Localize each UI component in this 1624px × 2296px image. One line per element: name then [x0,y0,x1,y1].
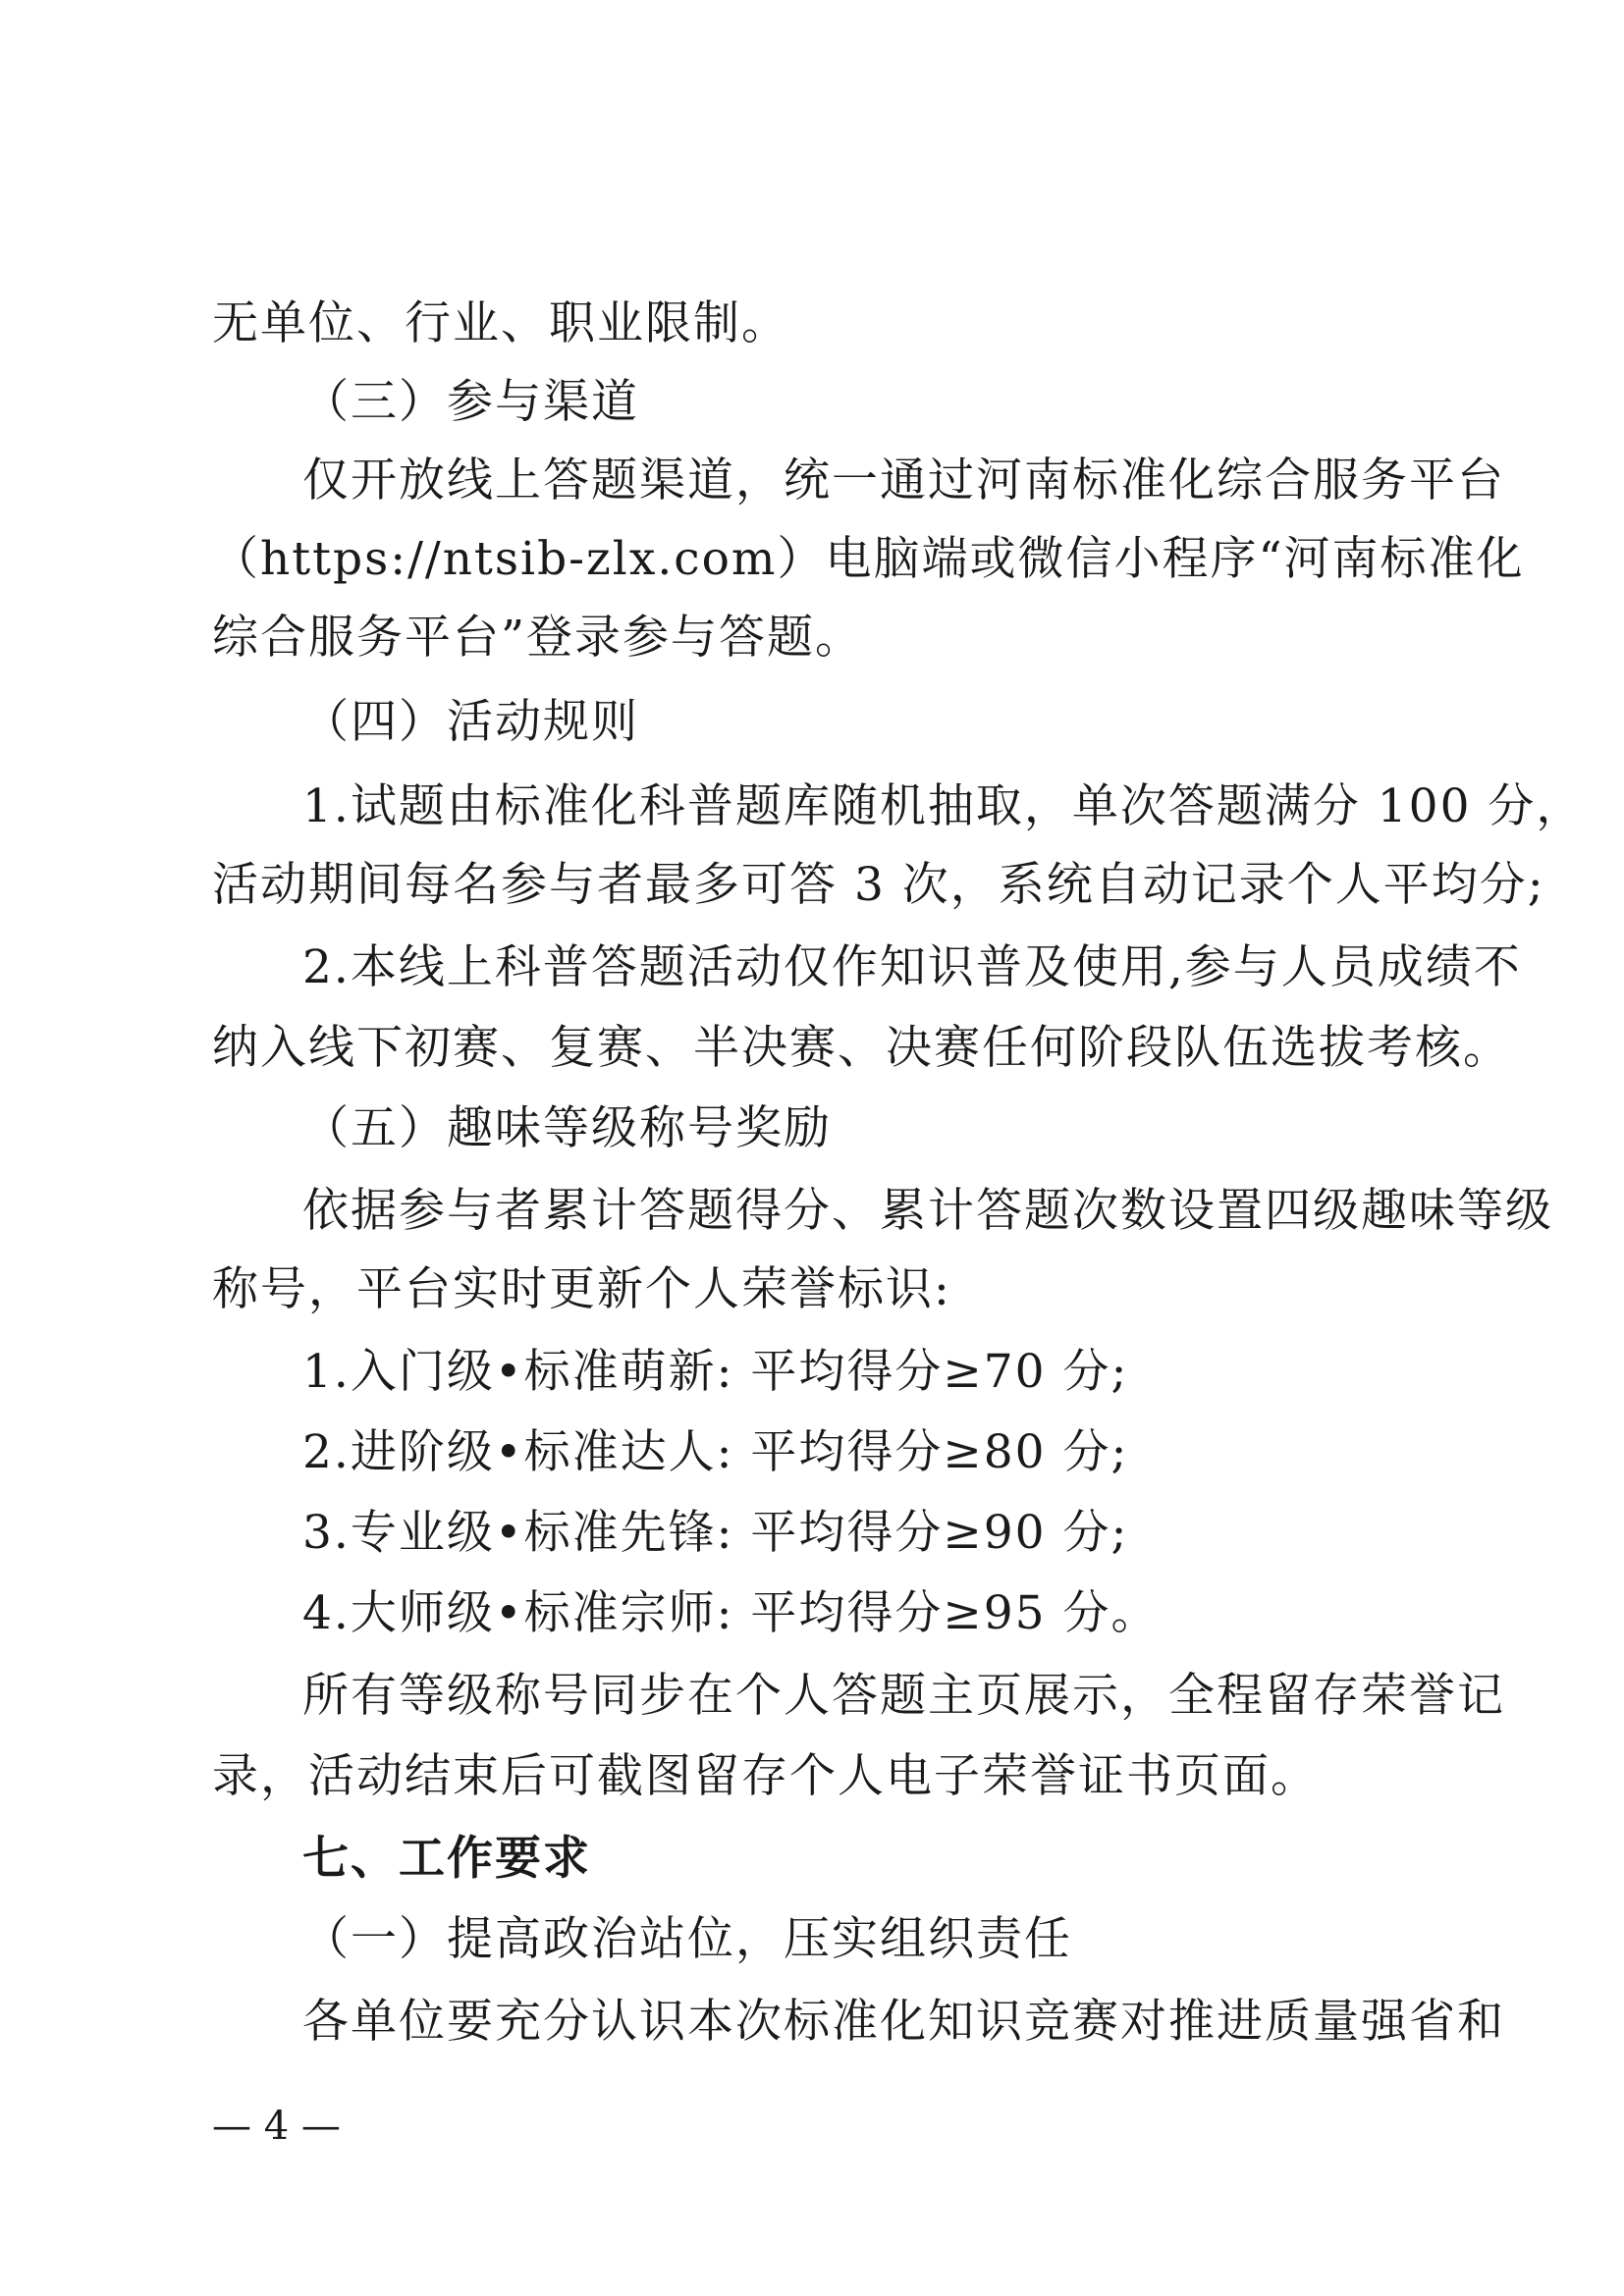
line-text: 2.本线上科普答题活动仅作知识普及使用,参与人员成绩不 [302,940,1522,994]
paragraph-line [0,929,1624,1007]
line-text: 1.试题由标准化科普题库随机抽取，单次答题满分 100 分， [302,779,1585,833]
heading-text: （五）趣味等级称号奖励 [302,1101,832,1155]
subsection-heading-1 [0,1900,1624,1979]
line-text: 2.进阶级•标准达人: 平均得分≥80 分; [302,1425,1129,1479]
line-text: 综合服务平台”登录参与答题。 [212,611,864,665]
paragraph-line [0,1172,1624,1251]
section-heading-7 [0,1820,1624,1898]
section-heading-3 [0,363,1624,442]
line-text: 依据参与者累计答题得分、累计答题次数设置四级趣味等级 [302,1184,1553,1238]
line-text: 仅开放线上答题渠道，统一通过河南标准化综合服务平台 [302,454,1505,507]
line-text: 称号，平台实时更新个人荣誉标识: [212,1262,951,1316]
heading-text: （四）活动规则 [302,695,639,749]
line-text: 3.专业级•标准先锋: 平均得分≥90 分; [302,1506,1129,1560]
paragraph-line [0,1983,1624,2061]
paragraph-line [0,1657,1624,1735]
line-text: 所有等级称号同步在个人答题主页展示，全程留存荣誉记 [302,1669,1505,1723]
line-text: （https://ntsib-zlx.com）电脑端或微信小程序“河南标准化 [212,532,1525,586]
list-item [0,1494,1624,1573]
heading-text: （一）提高政治站位，压实组织责任 [302,1912,1072,1966]
list-item [0,1575,1624,1653]
heading-text: 七、工作要求 [302,1832,591,1886]
line-text: 活动期间每名参与者最多可答 3 次，系统自动记录个人平均分; [212,858,1545,912]
section-heading-5 [0,1090,1624,1168]
section-heading-4 [0,683,1624,762]
line-text: 1.入门级•标准萌新: 平均得分≥70 分; [302,1345,1129,1399]
paragraph-line [0,285,1624,363]
paragraph-line [0,1737,1624,1816]
heading-text: （三）参与渠道 [302,375,639,429]
paragraph-line [0,1251,1624,1329]
line-text: 录，活动结束后可截图留存个人电子荣誉证书页面。 [212,1749,1319,1803]
line-text: 无单位、行业、职业限制。 [212,296,789,350]
paragraph-line [0,520,1624,599]
line-text: 4.大师级•标准宗师: 平均得分≥95 分。 [302,1586,1160,1640]
paragraph-line [0,846,1624,925]
paragraph-line [0,599,1624,677]
paragraph-line [0,442,1624,520]
paragraph-line [0,1009,1624,1088]
line-text: 纳入线下初赛、复赛、半决赛、决赛任何阶段队伍选拔考核。 [212,1021,1511,1075]
line-text: 各单位要充分认识本次标准化知识竞赛对推进质量强省和 [302,1995,1505,2049]
page-number: — 4 — [212,2104,341,2149]
paragraph-line [0,768,1624,846]
list-item [0,1333,1624,1412]
list-item [0,1414,1624,1492]
